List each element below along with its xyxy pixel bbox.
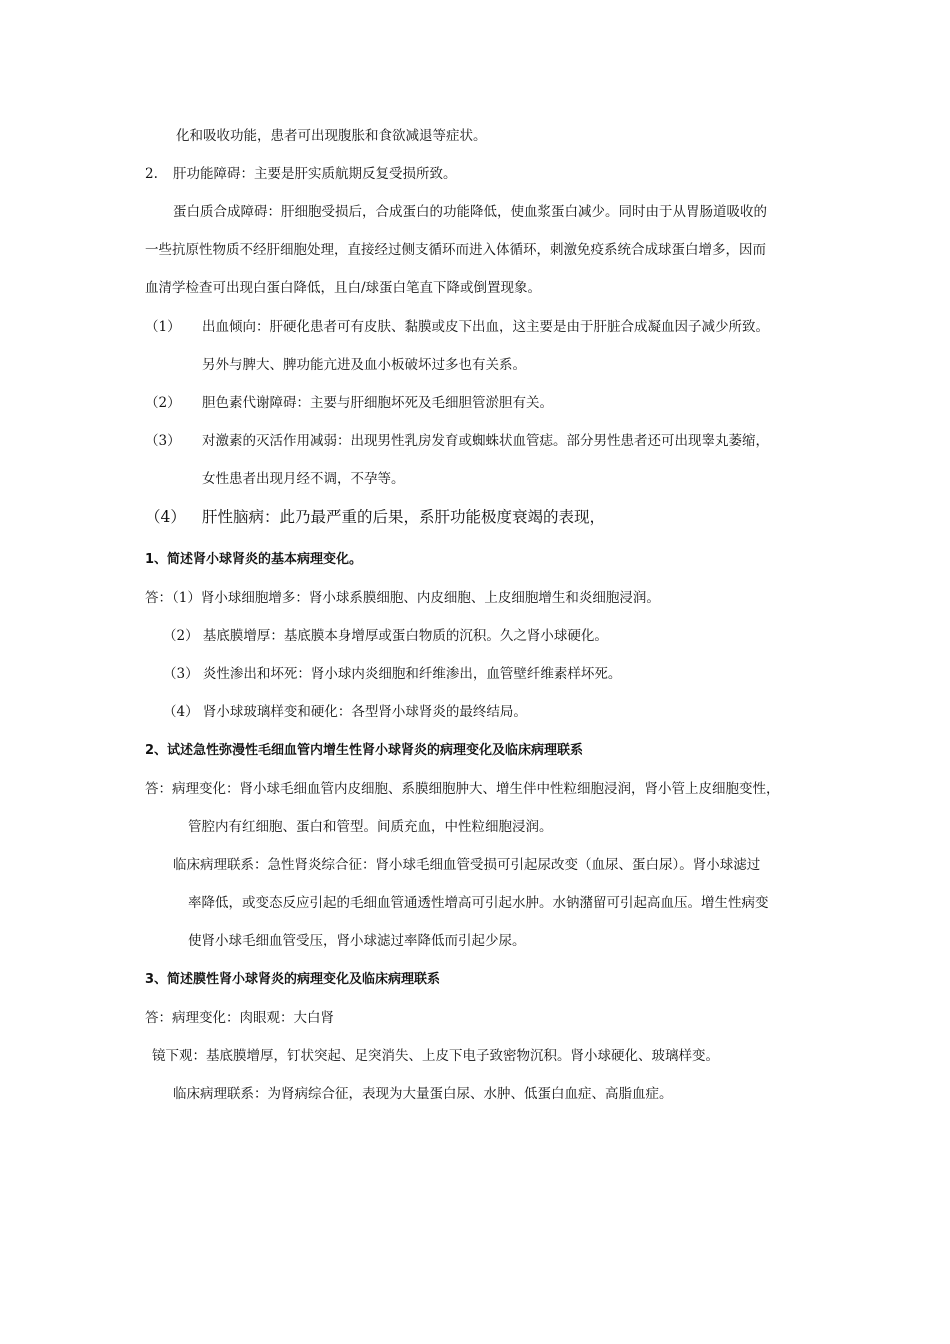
text-line: 对激素的灭活作用减弱：出现男性乳房发育或蜘蛛状血管痣。部分男性患者还可出现睾丸萎缩， bbox=[202, 433, 769, 449]
text-line: 率降低，或变态反应引起的毛细血管通透性增高可引起水肿。水钠潴留可引起高血压。增生性病变 bbox=[188, 895, 769, 911]
list-number: （3） bbox=[145, 433, 181, 449]
text-line: 肝功能障碍：主要是肝实质航期反复受损所致。 bbox=[173, 166, 457, 182]
text-line: 另外与脾大、脾功能亢进及血小板破坏过多也有关系。 bbox=[202, 357, 526, 373]
text-line: 临床病理联系：为肾病综合征，表现为大量蛋白尿、水肿、低蛋白血症、高脂血症。 bbox=[173, 1086, 673, 1102]
text-line: 女性患者出现月经不调，不孕等。 bbox=[202, 471, 405, 487]
section-heading: 3、简述膜性肾小球肾炎的病理变化及临床病理联系 bbox=[145, 972, 441, 987]
text-line: 答：病理变化：肾小球毛细血管内皮细胞、系膜细胞肿大、增生伴中性粒细胞浸润，肾小管上皮细胞变性， bbox=[145, 781, 780, 797]
text-line: （4） 肾小球玻璃样变和硬化：各型肾小球肾炎的最终结局。 bbox=[163, 704, 527, 720]
text-line: 一些抗原性物质不经肝细胞处理，直接经过侧支循环而进入体循环，刺激免疫系统合成球蛋白增多，因而 bbox=[145, 242, 766, 258]
text-line: 出血倾向：肝硬化患者可有皮肤、黏膜或皮下出血，这主要是由于肝脏合成凝血因子减少所致。 bbox=[202, 319, 769, 335]
text-line: 化和吸收功能，患者可出现腹胀和食欲减退等症状。 bbox=[176, 128, 487, 144]
text-line: 肝性脑病：此乃最严重的后果，系肝功能极度衰竭的表现， bbox=[202, 508, 606, 526]
section-heading: 1、简述肾小球肾炎的基本病理变化。 bbox=[145, 552, 363, 567]
list-number: （4） bbox=[145, 508, 186, 526]
text-line: 蛋白质合成障碍：肝细胞受损后，合成蛋白的功能降低，使血浆蛋白减少。同时由于从胃肠道吸收的 bbox=[173, 204, 767, 220]
text-line: （2） 基底膜增厚：基底膜本身增厚或蛋白物质的沉积。久之肾小球硬化。 bbox=[163, 628, 608, 644]
list-number: 2. bbox=[145, 166, 158, 182]
text-line: 答：（1）肾小球细胞增多：肾小球系膜细胞、内皮细胞、上皮细胞增生和炎细胞浸润。 bbox=[145, 590, 660, 606]
text-line: 使肾小球毛细血管受压，肾小球滤过率降低而引起少尿。 bbox=[188, 933, 526, 949]
list-number: （1） bbox=[145, 319, 181, 335]
text-line: 管腔内有红细胞、蛋白和管型。间质充血，中性粒细胞浸润。 bbox=[188, 819, 553, 835]
section-heading: 2、试述急性弥漫性毛细血管内增生性肾小球肾炎的病理变化及临床病理联系 bbox=[145, 743, 584, 758]
list-number: （2） bbox=[145, 395, 181, 411]
text-line: 胆色素代谢障碍：主要与肝细胞坏死及毛细胆管淤胆有关。 bbox=[202, 395, 553, 411]
text-line: 答：病理变化：肉眼观：大白肾 bbox=[145, 1010, 334, 1026]
text-line: 镜下观：基底膜增厚，钉状突起、足突消失、上皮下电子致密物沉积。肾小球硬化、玻璃样变。 bbox=[152, 1048, 719, 1064]
text-line: 临床病理联系：急性肾炎综合征：肾小球毛细血管受损可引起尿改变（血尿、蛋白尿）。肾小球滤过 bbox=[173, 857, 761, 873]
text-line: 血清学检查可出现白蛋白降低，且白/球蛋白笔直下降或倒置现象。 bbox=[145, 280, 542, 296]
text-line: （3） 炎性渗出和坏死：肾小球内炎细胞和纤维渗出，血管壁纤维素样坏死。 bbox=[163, 666, 622, 682]
